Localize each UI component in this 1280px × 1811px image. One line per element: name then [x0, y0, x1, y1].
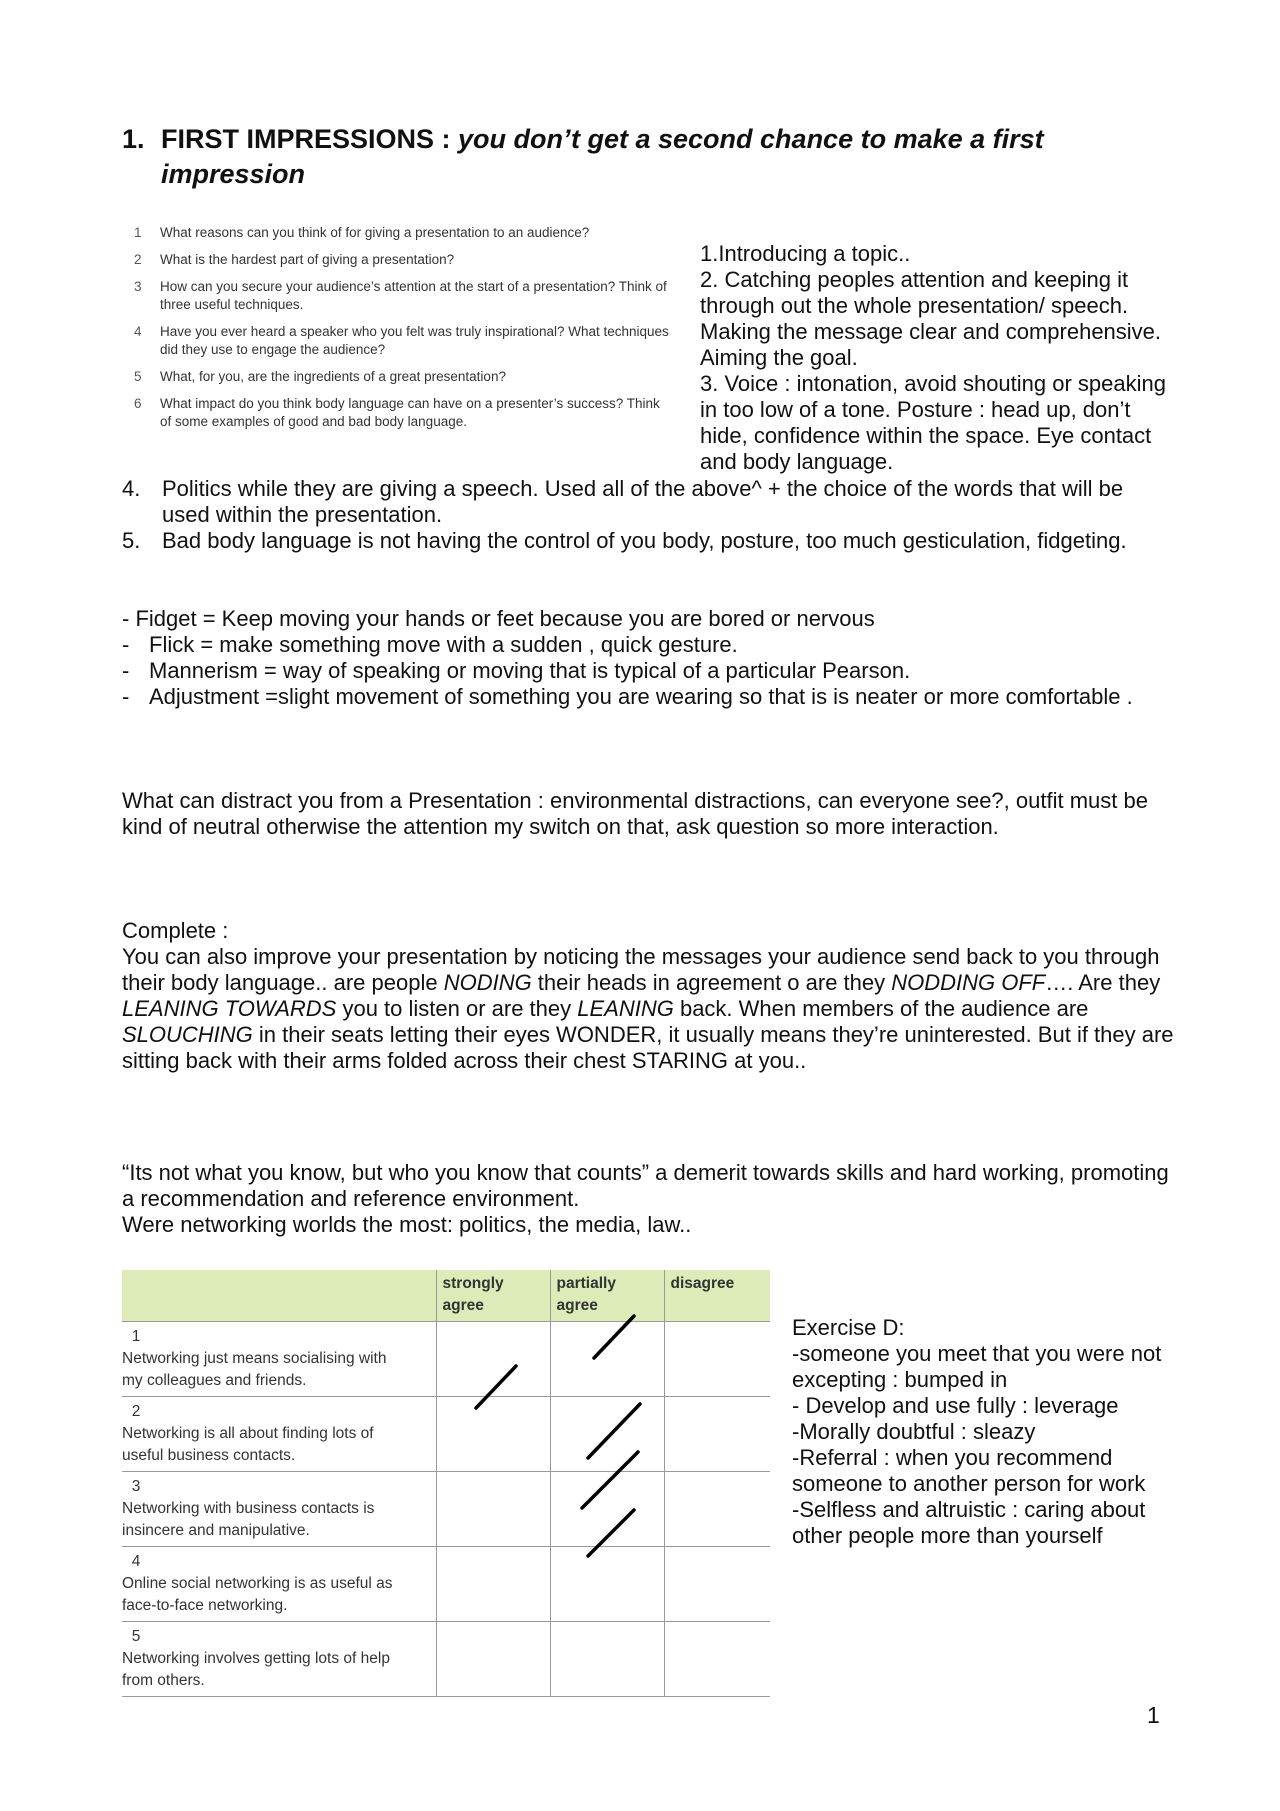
answer-item: 4. Politics while they are giving a speech. Used all of the above^ + the choice of the words that will be used within the presentation.	[122, 476, 1124, 527]
exercise-title: Exercise D:	[792, 1315, 905, 1340]
quote-line-2: Were networking worlds the most: politics, the media, law..	[122, 1212, 692, 1237]
agreement-table	[122, 1270, 770, 1697]
answer-3: 3. Voice : intonation, avoid shouting or speaking in too low of a tone. Posture : head up, don’t hide, confidence within the space. Eye contact and body language.	[700, 371, 1166, 474]
cell-strongly-agree[interactable]	[436, 1322, 550, 1397]
header-strongly-agree: strongly agree	[436, 1270, 550, 1322]
table-row: 2Networking is all about finding lots of useful business contacts.	[122, 1397, 770, 1472]
question-item: 5 What, for you, are the ingredients of a great presentation?	[134, 369, 506, 384]
question-item: 1 What reasons can you think of for giving a presentation to an audience?	[134, 225, 590, 240]
question-item: 4 Have you ever heard a speaker who you felt was truly inspirational? What techniques did they use to engage the audience?	[134, 324, 669, 357]
question-item: 2 What is the hardest part of giving a presentation?	[134, 252, 455, 267]
cell-partially-agree[interactable]	[550, 1397, 664, 1472]
exercise-item: - Develop and use fully : leverage	[792, 1393, 1119, 1418]
distraction-paragraph: What can distract you from a Presentation : environmental distractions, can everyone see?, outfit must be kind of neutral otherwise the attention my switch on that, ask question so more interaction.	[122, 788, 1148, 839]
exercise-item: -Morally doubtful : sleazy	[792, 1419, 1036, 1444]
answers-block	[700, 241, 1170, 475]
cell-strongly-agree[interactable]	[436, 1472, 550, 1547]
cell-disagree[interactable]	[664, 1622, 770, 1697]
table-row: 5Networking involves getting lots of help from others.	[122, 1622, 770, 1697]
table-row: 3Networking with business contacts is insincere and manipulative.	[122, 1472, 770, 1547]
cell-disagree[interactable]	[664, 1322, 770, 1397]
cell-disagree[interactable]	[664, 1547, 770, 1622]
header-partially-agree: partially agree	[550, 1270, 664, 1322]
cell-disagree[interactable]	[664, 1397, 770, 1472]
exercise-item: -someone you meet that you were not excepting : bumped in	[792, 1341, 1162, 1392]
table-header-blank	[122, 1270, 436, 1322]
section-heading	[122, 122, 1122, 192]
cell-strongly-agree[interactable]	[436, 1397, 550, 1472]
cell-strongly-agree[interactable]	[436, 1622, 550, 1697]
answer-2: 2. Catching peoples attention and keeping it through out the whole presentation/ speech. Making the message clear and comprehensive. Aiming the goal.	[700, 267, 1162, 370]
table-row: 4Online social networking is as useful as face-to-face networking.	[122, 1547, 770, 1622]
complete-text: You can also improve your presentation by noticing the messages your audience send back to you through their body language.. are people NODING their heads in agreement o are they NODDING OFF…. Are they LEANING TOWARDS you to listen or are they LEANING back. When members of the audience are SLOUCHING in their seats letting their eyes WONDER, it usually means they’re uninterested. But if they are sitting back with their arms folded across their chest STARING at you..	[122, 944, 1174, 1073]
vocab-item: - Mannerism = way of speaking or moving that is typical of a particular Pearson.	[122, 658, 911, 683]
question-list	[130, 224, 670, 440]
table-row: 1Networking just means socialising with my colleagues and friends.	[122, 1322, 770, 1397]
exercise-d	[792, 1315, 1172, 1549]
quote-line-1: “Its not what you know, but who you know that counts” a demerit towards skills and hard working, promoting a recommendation and reference environment.	[122, 1160, 1169, 1211]
networking-table	[122, 1270, 770, 1689]
vocab-item: - Flick = make something move with a sudden , quick gesture.	[122, 632, 738, 657]
cell-partially-agree[interactable]	[550, 1322, 664, 1397]
cell-partially-agree[interactable]	[550, 1547, 664, 1622]
vocabulary-list	[122, 606, 1162, 710]
cell-disagree[interactable]	[664, 1472, 770, 1547]
cell-partially-agree[interactable]	[550, 1622, 664, 1697]
numbered-answers	[122, 476, 1162, 554]
networking-quote	[122, 1160, 1182, 1238]
page-number: 1	[1147, 1702, 1160, 1728]
question-item: 3 How can you secure your audience’s attention at the start of a presentation? Think of three useful techniques.	[134, 279, 667, 312]
cell-partially-agree[interactable]	[550, 1472, 664, 1547]
header-disagree: disagree	[664, 1270, 770, 1322]
cell-strongly-agree[interactable]	[436, 1547, 550, 1622]
heading-title: FIRST IMPRESSIONS :	[161, 124, 459, 154]
vocab-fidget: - Fidget = Keep moving your hands or feet because you are bored or nervous	[122, 606, 875, 631]
answer-item: 5. Bad body language is not having the control of you body, posture, too much gesticulation, fidgeting.	[122, 528, 1127, 553]
answer-1: 1.Introducing a topic..	[700, 241, 911, 266]
vocab-item: - Adjustment =slight movement of something you are wearing so that is is neater or more comfortable .	[122, 684, 1133, 709]
complete-label: Complete :	[122, 918, 229, 943]
exercise-item: -Referral : when you recommend someone to another person for work	[792, 1445, 1146, 1496]
question-item: 6 What impact do you think body language can have on a presenter’s success? Think of some examples of good and bad body language.	[134, 396, 660, 429]
heading-number: 1.	[122, 124, 145, 154]
exercise-item: -Selfless and altruistic : caring about other people more than yourself	[792, 1497, 1146, 1548]
heading-subtitle: you don’t get a second chance to make a first impression	[161, 124, 1044, 189]
complete-exercise	[122, 918, 1182, 1074]
